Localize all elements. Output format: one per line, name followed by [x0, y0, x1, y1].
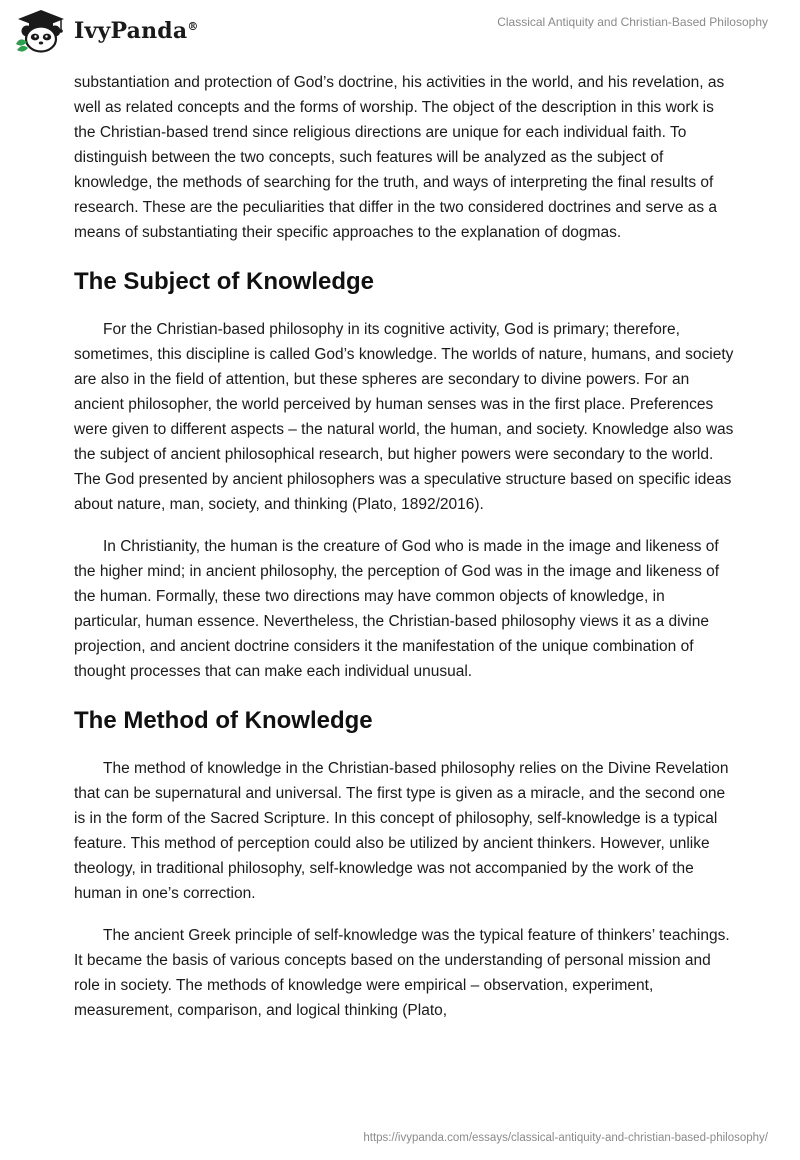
brand-name: IvyPanda® [74, 18, 199, 44]
paragraph: The method of knowledge in the Christian-based philosophy relies on the Divine Revelation that can be supernatural and universal. The first type is given as a miracle, and the second one is in the form of the Sacred Scripture. In this concept of philosophy, self-knowledge is a typical feature. This method of perception could also be utilized by ancient thinkers. However, unlike theology, in traditional philosophy, self-knowledge was not accompanied by the work of the human in one’s correction. [74, 760, 729, 902]
intro-paragraph: substantiation and protection of God’s doctrine, his activities in the world, and his revelation, as well as related concepts and the forms of worship. The object of the description in this work is the Christian-based trend since religious directions are unique for each individual faith. To distinguish between the two concepts, such features will be analyzed as the subject of knowledge, the methods of searching for the truth, and ways of interpreting the final results of research. These are the peculiarities that differ in the two considered doctrines and serve as a means of substantiating their specific approaches to the explanation of dogmas. [74, 74, 725, 241]
source-url[interactable]: https://ivypanda.com/essays/classical-antiquity-and-christian-based-philosophy/ [363, 1132, 768, 1144]
ivypanda-logo[interactable] [14, 8, 199, 54]
document-title: Classical Antiquity and Christian-Based Philosophy [497, 15, 768, 29]
paragraph: In Christianity, the human is the creature of God who is made in the image and likeness of the higher mind; in ancient philosophy, the perception of God was in the image and likeness of the human. Formally, these two directions may have common objects of knowledge, in particular, human essence. Nevertheless, the Christian-based philosophy views it as a divine projection, and ancient doctrine considers it the manifestation of the unique combination of thought processes that can make each individual unusual. [74, 538, 720, 680]
paragraph: The ancient Greek principle of self-knowledge was the typical feature of thinkers’ teachings. It became the basis of various concepts based on the understanding of personal mission and role in society. The methods of knowledge were empirical – observation, experiment, measurement, comparison, and logical thinking (Plato, [74, 927, 730, 1019]
page-header [0, 0, 800, 64]
section-heading-method: The Method of Knowledge [74, 707, 373, 734]
essay-content [74, 70, 734, 1040]
section-heading-subject: The Subject of Knowledge [74, 268, 375, 295]
paragraph: For the Christian-based philosophy in its cognitive activity, God is primary; therefore, sometimes, this discipline is called God’s knowledge. The worlds of nature, humans, and society are also in the field of attention, but these spheres are secondary to divine powers. For an ancient philosopher, the world perceived by human senses was in the first place. Preferences were given to different aspects – the natural world, the human, and society. Knowledge also was the subject of ancient philosophical research, but higher powers were secondary to the world. The God presented by ancient philosophers was a speculative structure based on specific ideas about nature, man, society, and thinking (Plato, 1892/2016). [74, 321, 734, 513]
panda-graduate-icon [14, 8, 68, 54]
